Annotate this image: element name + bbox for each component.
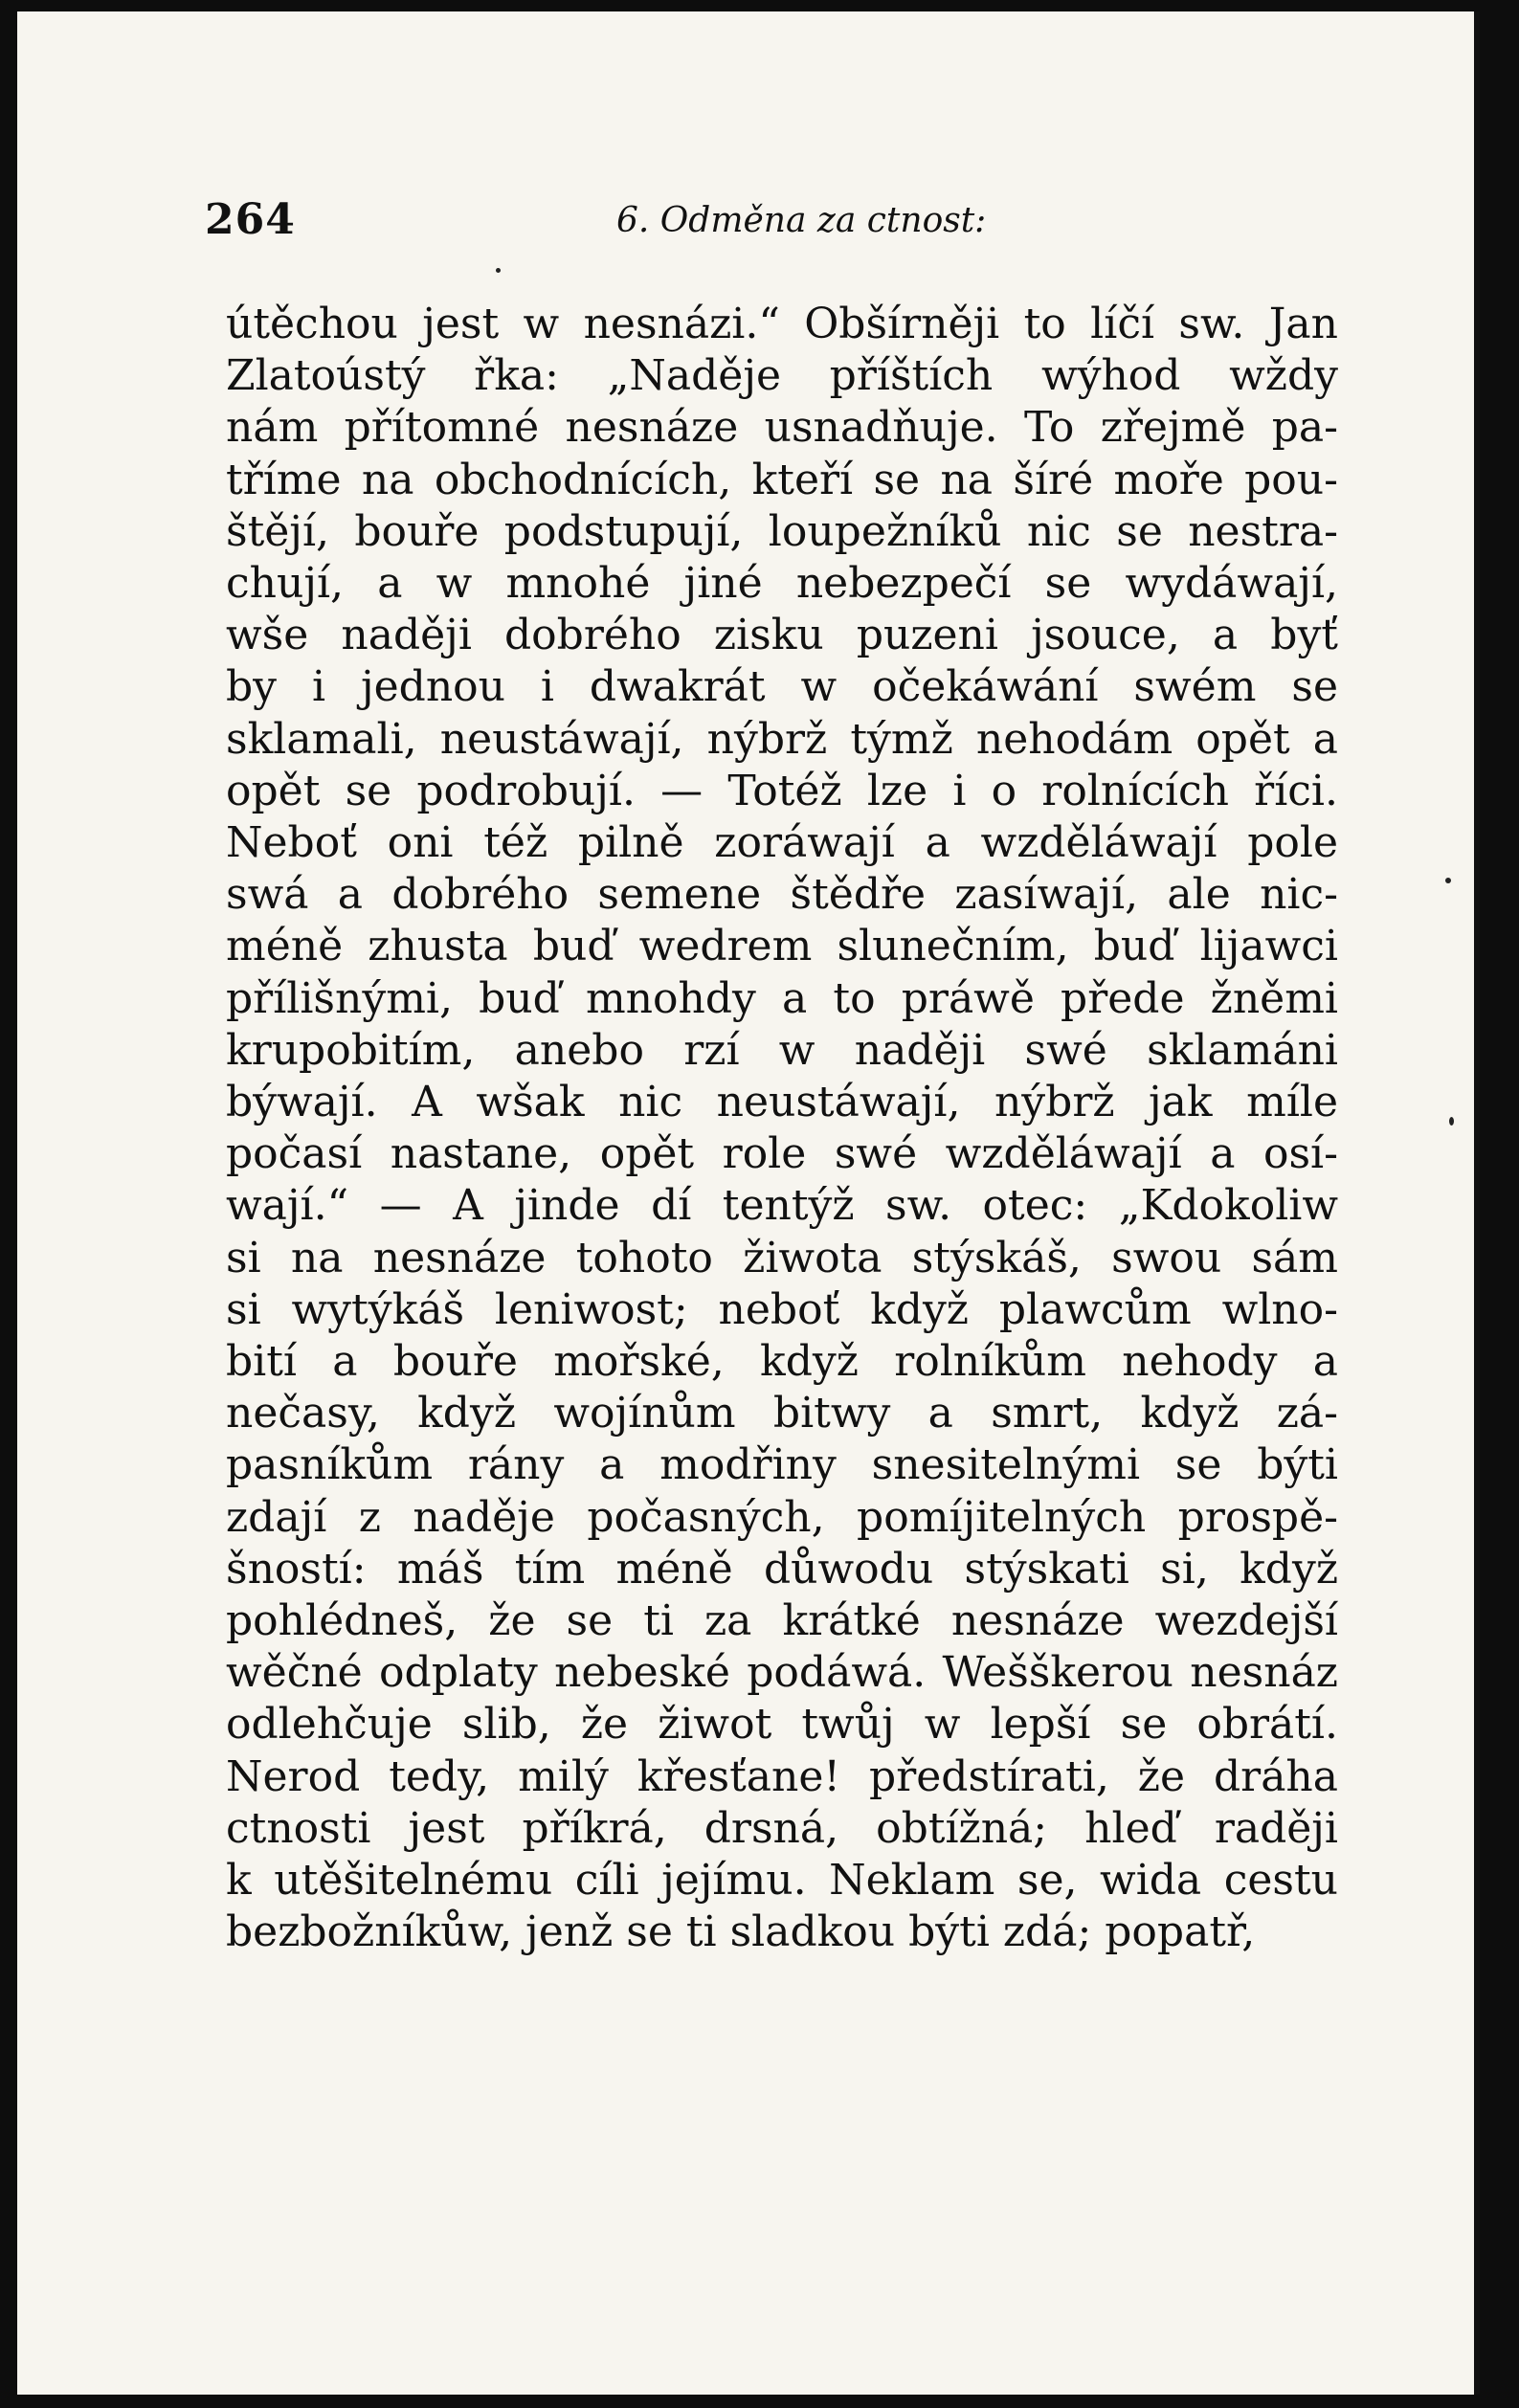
text-line: méně zhusta buď wedrem slunečním, buď lijawci	[226, 922, 1338, 971]
scan-edge	[1474, 11, 1480, 2395]
text-line: Nerod tedy, milý křesťane! předstírati, že dráha	[226, 1751, 1338, 1801]
text-line: šností: máš tím méně důwodu stýskati si, když	[226, 1544, 1338, 1594]
text-line: ctnosti jest příkrá, drsná, obtížná; hleď raději	[226, 1803, 1338, 1853]
text-line: nám přítomné nesnáze usnadňuje. To zřejmě pa-	[226, 403, 1338, 453]
text-line: si wytýkáš leniwost; neboť když plawcům wlno-	[226, 1284, 1338, 1334]
text-line: Zlatoústý řka: „Naděje příštích wýhod wždy	[226, 351, 1338, 401]
text-line: odlehčuje slib, že žiwot twůj w lepší se obrátí.	[226, 1700, 1338, 1750]
running-title: 6. Odměna za ctnost:	[616, 201, 987, 240]
text-line: Neboť oni též pilně zoráwají a wzděláwají pole	[226, 818, 1338, 868]
text-line: krupobitím, anebo rzí w naději swé sklamáni	[226, 1025, 1338, 1075]
text-line: wše naději dobrého zisku puzeni jsouce, a byť	[226, 611, 1338, 660]
text-line: počasí nastane, opět role swé wzděláwají a osí-	[226, 1129, 1338, 1179]
text-line: swá a dobrého semene štědře zasíwají, ale nic-	[226, 870, 1338, 920]
text-line: wěčné odplaty nebeské podáwá. Wešškerou nesnáz	[226, 1648, 1338, 1698]
scan-speck	[1449, 1117, 1454, 1126]
text-line: wají.“ — A jinde dí tentýž sw. otec: „Kdokoliw	[226, 1181, 1338, 1231]
text-line: zdají z naděje počasných, pomíjitelných prospě-	[226, 1492, 1338, 1542]
scan-speck	[1445, 878, 1451, 883]
text-line: chují, a w mnohé jiné nebezpečí se wydáwají,	[226, 559, 1338, 609]
text-line: nečasy, když wojínům bitwy a smrt, když zá-	[226, 1389, 1338, 1438]
body-text	[226, 299, 1338, 1959]
text-line: pasníkům rány a modřiny snesitelnými se býti	[226, 1440, 1338, 1490]
text-line: k utěšitelnému cíli jejímu. Neklam se, wida cestu	[226, 1856, 1338, 1906]
text-line: si na nesnáze tohoto žiwota stýskáš, swou sám	[226, 1233, 1338, 1282]
text-line: štějí, bouře podstupují, loupežníků nic se nestra-	[226, 506, 1338, 556]
text-line: bezbožníkůw, jenž se ti sladkou býti zdá; popatř,	[226, 1907, 1256, 1957]
text-line: tříme na obchodnících, kteří se na šíré moře pou-	[226, 455, 1338, 504]
text-line: přílišnými, buď mnohdy a to práwě přede žněmi	[226, 973, 1338, 1023]
text-line: býwají. A wšak nic neustáwají, nýbrž jak míle	[226, 1078, 1338, 1127]
scan-speck	[496, 268, 501, 273]
text-line: pohlédneš, že se ti za krátké nesnáze wezdejší	[226, 1596, 1338, 1646]
text-line: útěchou jest w nesnázi.“ Obšírněji to líčí sw. Jan	[226, 300, 1338, 348]
page-header	[205, 195, 1334, 253]
book-page	[17, 11, 1480, 2395]
text-line: opět se podrobují. — Totéž lze i o rolnících říci.	[226, 766, 1338, 815]
text-line: by i jednou i dwakrát w očekáwání swém se	[226, 662, 1338, 712]
text-line: bití a bouře mořské, když rolníkům nehody a	[226, 1337, 1338, 1387]
text-line: sklamali, neustáwají, nýbrž týmž nehodám opět a	[226, 714, 1338, 764]
page-number: 264	[205, 195, 296, 244]
